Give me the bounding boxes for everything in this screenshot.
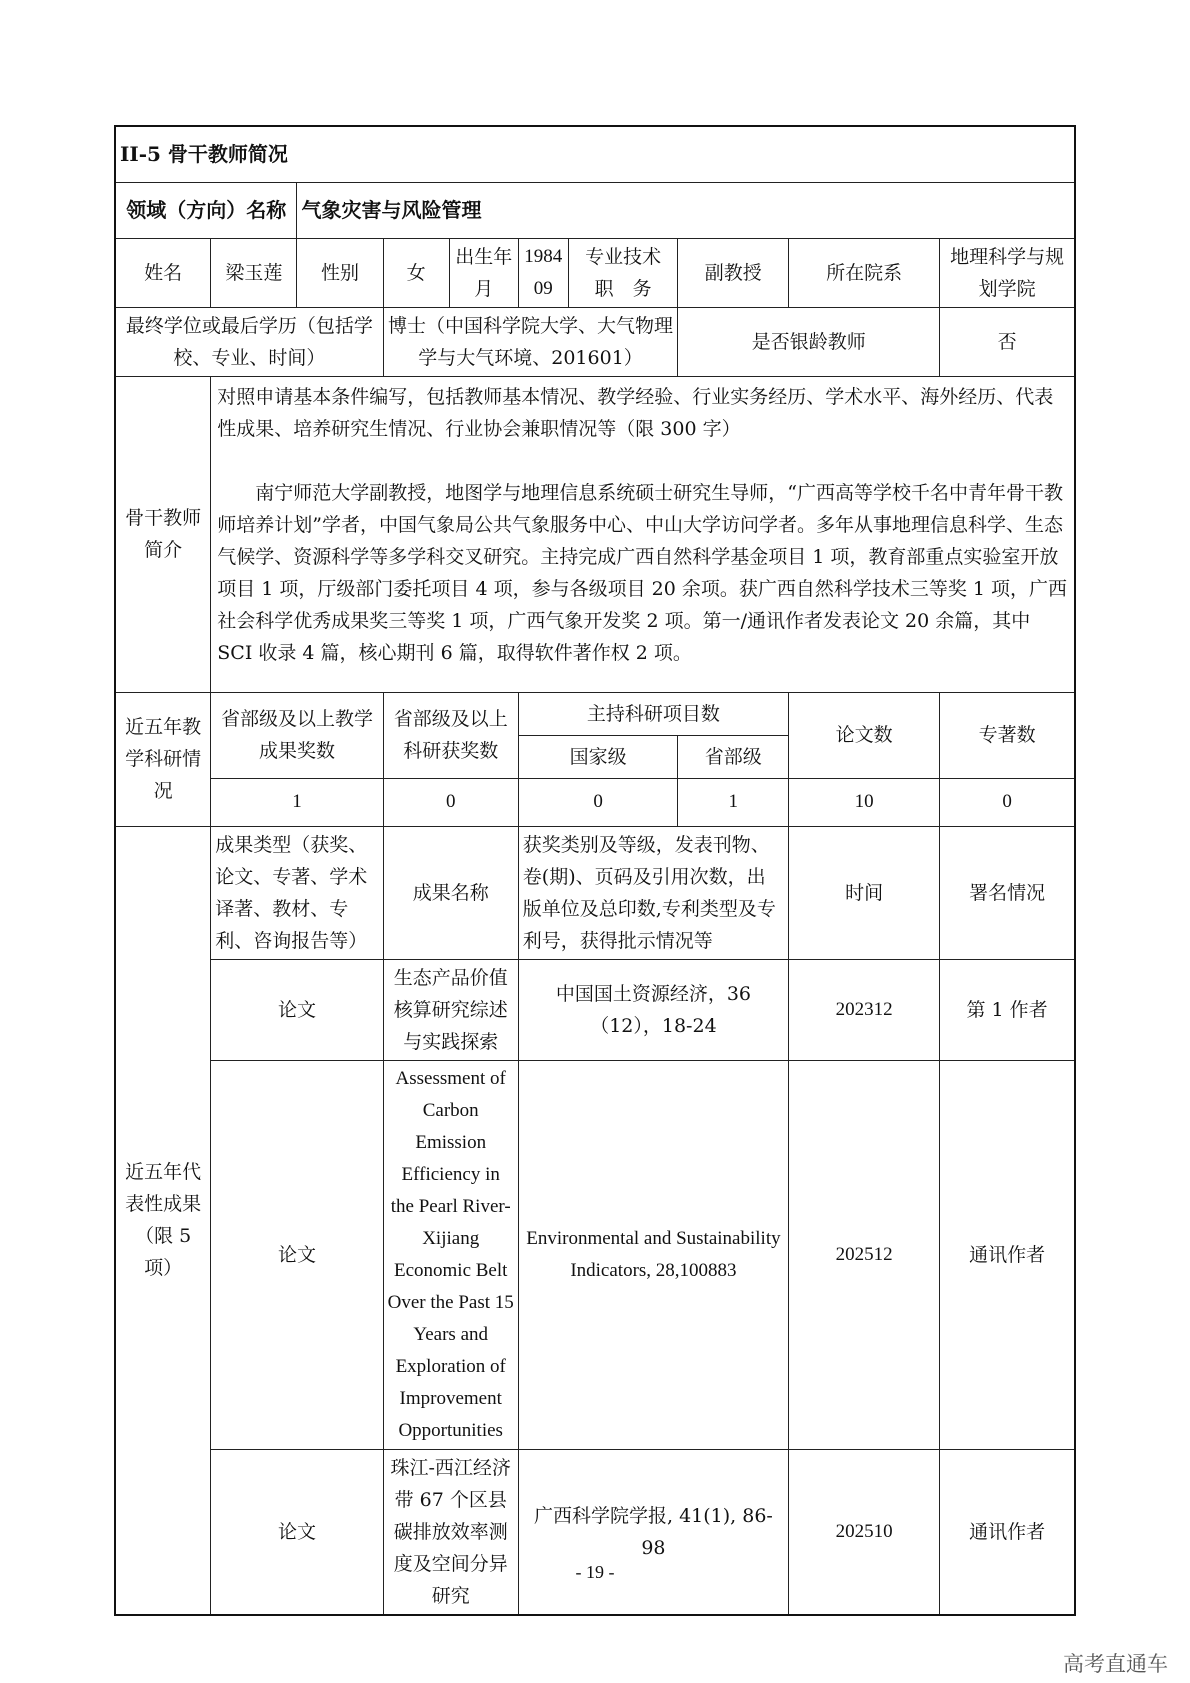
dept-label: 所在院系 [789,238,940,307]
author-header: 署名情况 [940,826,1075,959]
achievement-author: 第 1 作者 [940,959,1075,1060]
teaching-award-header: 省部级及以上教学成果奖数 [211,692,383,778]
degree-value: 博士（中国科学院大学、大气物理学与大气环境、201601） [383,307,678,376]
birth-label: 出生年月 [449,238,518,307]
achievement-name: 珠江-西江经济带 67 个区县碳排放效率测度及空间分异研究 [383,1449,518,1615]
achievement-type: 论文 [211,959,383,1060]
field-label: 领域（方向）名称 [115,182,297,238]
achievement-detail: 中国国土资源经济，36（12），18-24 [518,959,788,1060]
intro-instruction: 对照申请基本条件编写，包括教师基本情况、教学经验、行业实务经历、学术水平、海外经历、代表性成果、培养研究生情况、行业协会兼职情况等（限 300 字） [217,385,1054,440]
dept-value: 地理科学与规划学院 [940,238,1075,307]
national-value: 0 [518,778,678,826]
type-header: 成果类型（获奖、论文、专著、学术译著、教材、专利、咨询报告等） [211,826,383,959]
provincial-header: 省部级 [678,735,789,778]
monographs-value: 0 [940,778,1075,826]
page-number: - 19 - [575,1562,615,1582]
provincial-value: 1 [678,778,789,826]
intro-body: 南宁师范大学副教授，地图学与地理信息系统硕士研究生导师，“广西高等学校千名中青年骨干教师培养计划”学者，中国气象局公共气象服务中心、中山大学访问学者。多年从事地理信息科学、生态气候学、资源科学等多学科交叉研究。主持完成广西自然科学基金项目 1 项，教育部重点实验室开放项目 1 项，厅级部门委托项目 4 项，参与各级项目 20 余项。获广西自然科学技术三等奖 1 项，广西社会科学优秀成果奖三等奖 1 项，广西气象开发奖 2 项。第一/通讯作者发表论文 20 余篇，其中 SCI 收录 4 篇，核心期刊 6 篇，取得软件著作权 2 项。 [217,481,1068,664]
achievement-detail: Environmental and Sustainability Indicators, 28,100883 [518,1060,788,1449]
intro-label: 骨干教师简介 [115,376,211,692]
birth-value: 1984 09 [518,238,568,307]
achievement-name: 生态产品价值核算研究综述与实践探索 [383,959,518,1060]
section-title: II-5 骨干教师简况 [115,126,1075,182]
field-value: 气象灾害与风险管理 [297,182,1075,238]
degree-label: 最终学位或最后学历（包括学校、专业、时间） [115,307,383,376]
achievement-time: 202512 [789,1060,940,1449]
name-header: 成果名称 [383,826,518,959]
title-value: 副教授 [678,238,789,307]
achievement-name: Assessment of Carbon Emission Efficiency in the Pearl River-Xijiang Economic Belt Over the Past 15 Years and Exploration of Improvement Opportunities [383,1060,518,1449]
achievement-type: 论文 [211,1060,383,1449]
gender-value: 女 [383,238,449,307]
achievements-label: 近五年代表性成果（限 5 项） [115,826,211,1615]
papers-header: 论文数 [789,692,940,778]
watermark: 高考直通车 [1063,1652,1168,1676]
monographs-header: 专著数 [940,692,1075,778]
achievement-type: 论文 [211,1449,383,1615]
silver-label: 是否银龄教师 [678,307,940,376]
achievement-time: 202312 [789,959,940,1060]
projects-header: 主持科研项目数 [518,692,788,735]
stats-label: 近五年教学科研情况 [115,692,211,826]
name-label: 姓名 [115,238,211,307]
gender-label: 性别 [297,238,383,307]
title-label: 专业技术 职 务 [568,238,678,307]
achievement-time: 202510 [789,1449,940,1615]
teaching-award-value: 1 [211,778,383,826]
achievement-detail: 广西科学院学报, 41(1), 86-98 [518,1449,788,1615]
national-header: 国家级 [518,735,678,778]
achievement-author: 通讯作者 [940,1060,1075,1449]
detail-header: 获奖类别及等级，发表刊物、卷(期)、页码及引用次数，出版单位及总印数,专利类型及专利号，获得批示情况等 [518,826,788,959]
time-header: 时间 [789,826,940,959]
achievement-author: 通讯作者 [940,1449,1075,1615]
name-value: 梁玉莲 [211,238,297,307]
research-award-header: 省部级及以上科研获奖数 [383,692,518,778]
intro-content [211,376,1075,692]
papers-value: 10 [789,778,940,826]
teacher-profile-table [114,125,1076,1616]
silver-value: 否 [940,307,1075,376]
research-award-value: 0 [383,778,518,826]
